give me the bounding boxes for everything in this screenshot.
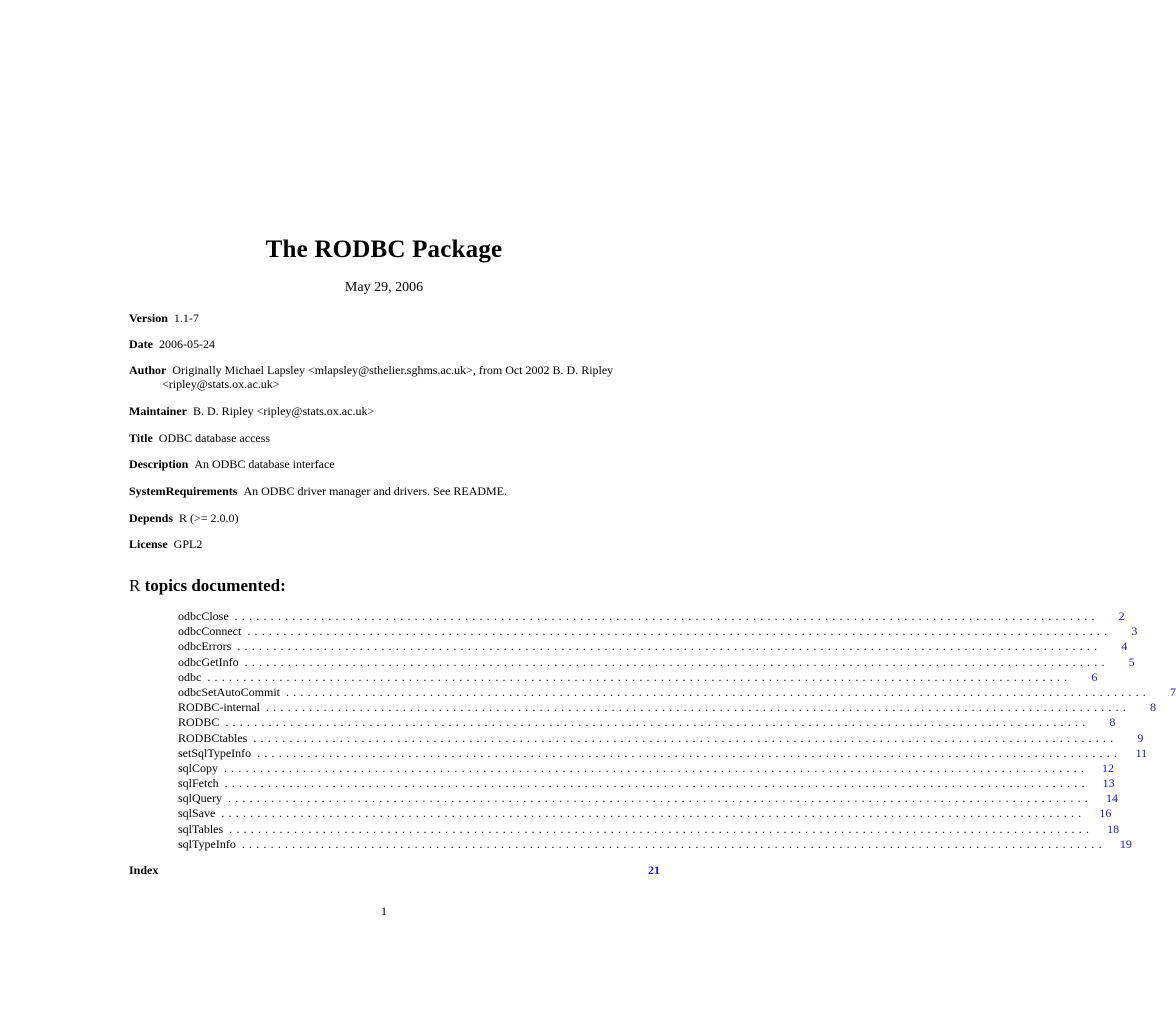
field-version <box>129 311 659 325</box>
toc-entry-label: odbcErrors <box>178 639 232 654</box>
toc-entry-label: sqlCopy <box>178 760 219 775</box>
field-maintainer <box>129 404 659 418</box>
toc-page-link[interactable]: 11 <box>1135 745 1148 760</box>
field-key: Depends <box>129 511 174 525</box>
field-title <box>129 431 659 445</box>
toc-page-link[interactable]: 8 <box>1150 700 1156 715</box>
toc-dot-leader: ........................................................................................................................ <box>237 639 1102 654</box>
toc-dot-leader: ........................................................................................................................ <box>286 684 1150 699</box>
field-key: Author <box>129 363 167 377</box>
toc-page-link[interactable]: 13 <box>1102 776 1115 791</box>
field-value: B. D. Ripley <ripley@stats.ox.ac.uk> <box>193 404 375 418</box>
field-description <box>129 457 659 471</box>
field-value-continuation: <ripley@stats.ox.ac.uk> <box>162 377 280 391</box>
toc-page-link[interactable]: 6 <box>1091 669 1098 684</box>
toc-entry-label: RODBC <box>178 715 220 730</box>
table-of-contents <box>178 609 1176 852</box>
toc-entry[interactable] <box>178 836 1132 852</box>
toc-entry-label: RODBC-internal <box>178 700 260 715</box>
toc-page-link[interactable]: 18 <box>1107 821 1120 836</box>
toc-dot-leader: ........................................................................................................................ <box>266 700 1130 715</box>
toc-page-link[interactable]: 3 <box>1131 624 1138 639</box>
toc-dot-leader: ........................................................................................................................ <box>241 836 1106 851</box>
toc-dot-leader: ........................................................................................................................ <box>224 760 1089 775</box>
field-author <box>129 363 659 391</box>
toc-dot-leader: ........................................................................................................................ <box>257 745 1122 760</box>
field-value: ODBC database access <box>158 431 271 445</box>
toc-dot-leader: ........................................................................................................................ <box>244 654 1109 669</box>
toc-heading-r: R <box>129 576 141 595</box>
toc-entry[interactable] <box>178 776 1115 791</box>
toc-entry[interactable] <box>178 791 1118 806</box>
toc-dot-leader: ........................................................................................................................ <box>253 730 1118 745</box>
toc-heading-text: topics documented: <box>144 576 286 595</box>
toc-entry[interactable] <box>178 700 1156 715</box>
field-value: An ODBC driver manager and drivers. See README. <box>243 484 508 498</box>
toc-entry-label: odbc <box>178 669 202 684</box>
toc-entry-label: odbcConnect <box>178 624 242 639</box>
toc-entry-label: setSqlTypeInfo <box>178 745 252 760</box>
index-label: Index <box>129 863 159 877</box>
field-key: License <box>129 537 168 551</box>
toc-dot-leader: ........................................................................................................................ <box>221 806 1086 821</box>
toc-entry[interactable] <box>178 624 1138 639</box>
toc-index-row[interactable] <box>129 863 660 878</box>
toc-entry[interactable] <box>178 609 1125 624</box>
field-value: An ODBC database interface <box>194 457 335 471</box>
toc-entry-label: sqlSave <box>178 806 216 821</box>
field-depends <box>129 511 659 525</box>
field-value: GPL2 <box>173 537 203 551</box>
toc-dot-leader: ........................................................................................................................ <box>225 715 1090 730</box>
field-value: 2006-05-24 <box>159 337 215 351</box>
toc-page-link[interactable]: 8 <box>1109 715 1116 730</box>
field-value: R (>= 2.0.0) <box>179 511 239 525</box>
toc-page-link[interactable]: 14 <box>1106 791 1118 806</box>
field-key: Date <box>129 337 153 351</box>
toc-page-link[interactable]: 4 <box>1121 639 1128 654</box>
field-key: Maintainer <box>129 404 187 418</box>
toc-entry[interactable] <box>178 806 1112 821</box>
toc-dot-leader: ........................................................................................................................ <box>207 669 1072 684</box>
field-date <box>129 337 659 351</box>
toc-entry-label: odbcSetAutoCommit <box>178 684 280 699</box>
toc-page-link[interactable]: 16 <box>1099 806 1112 821</box>
toc-entry[interactable] <box>178 745 1148 761</box>
toc-entry-label: RODBCtables <box>178 730 248 745</box>
field-license <box>129 537 659 551</box>
toc-entry-label: odbcClose <box>178 609 229 623</box>
page-number: 1 <box>381 904 387 918</box>
toc-dot-leader: ........................................................................................................................ <box>247 624 1112 639</box>
toc-dot-leader: ........................................................................................................................ <box>224 776 1089 791</box>
toc-page-link[interactable]: 12 <box>1102 760 1115 775</box>
toc-entry-label: sqlTables <box>178 821 224 836</box>
document-date: May 29, 2006 <box>344 280 424 295</box>
toc-page-link[interactable]: 7 <box>1170 684 1176 699</box>
toc-entry-label: sqlFetch <box>178 776 219 791</box>
toc-entry[interactable] <box>178 821 1120 837</box>
toc-dot-leader: ........................................................................................................................ <box>234 609 1099 623</box>
toc-page-link[interactable]: 5 <box>1128 654 1135 669</box>
field-key: Title <box>129 431 153 445</box>
toc-entry[interactable] <box>178 730 1144 746</box>
toc-entry-label: sqlTypeInfo <box>178 836 236 851</box>
field-key: Version <box>129 311 168 325</box>
toc-entry[interactable] <box>178 684 1176 700</box>
toc-dot-leader: ........................................................................................................................ <box>228 791 1092 806</box>
toc-heading <box>129 576 286 596</box>
toc-entry[interactable] <box>178 669 1098 685</box>
toc-page-link[interactable]: 2 <box>1118 609 1125 623</box>
field-value: 1.1-7 <box>173 311 199 325</box>
document-title: The RODBC Package <box>265 236 503 263</box>
field-key: SystemRequirements <box>129 484 238 498</box>
toc-entry[interactable] <box>178 639 1128 654</box>
toc-entry-label: odbcGetInfo <box>178 654 239 669</box>
field-key: Description <box>129 457 189 471</box>
field-system-requirements <box>129 484 659 498</box>
toc-entry[interactable] <box>178 715 1116 730</box>
toc-entry[interactable] <box>178 654 1135 670</box>
field-value: Originally Michael Lapsley <mlapsley@sthelier.sghms.ac.uk>, from Oct 2002 B. D. Ripley <box>172 363 614 377</box>
toc-dot-leader: ........................................................................................................................ <box>229 821 1094 836</box>
toc-entry-label: sqlQuery <box>178 791 222 806</box>
toc-page-link[interactable]: 19 <box>1119 836 1132 851</box>
toc-entry[interactable] <box>178 760 1115 776</box>
toc-page-link[interactable]: 9 <box>1137 730 1144 745</box>
index-page-link[interactable]: 21 <box>648 863 660 877</box>
